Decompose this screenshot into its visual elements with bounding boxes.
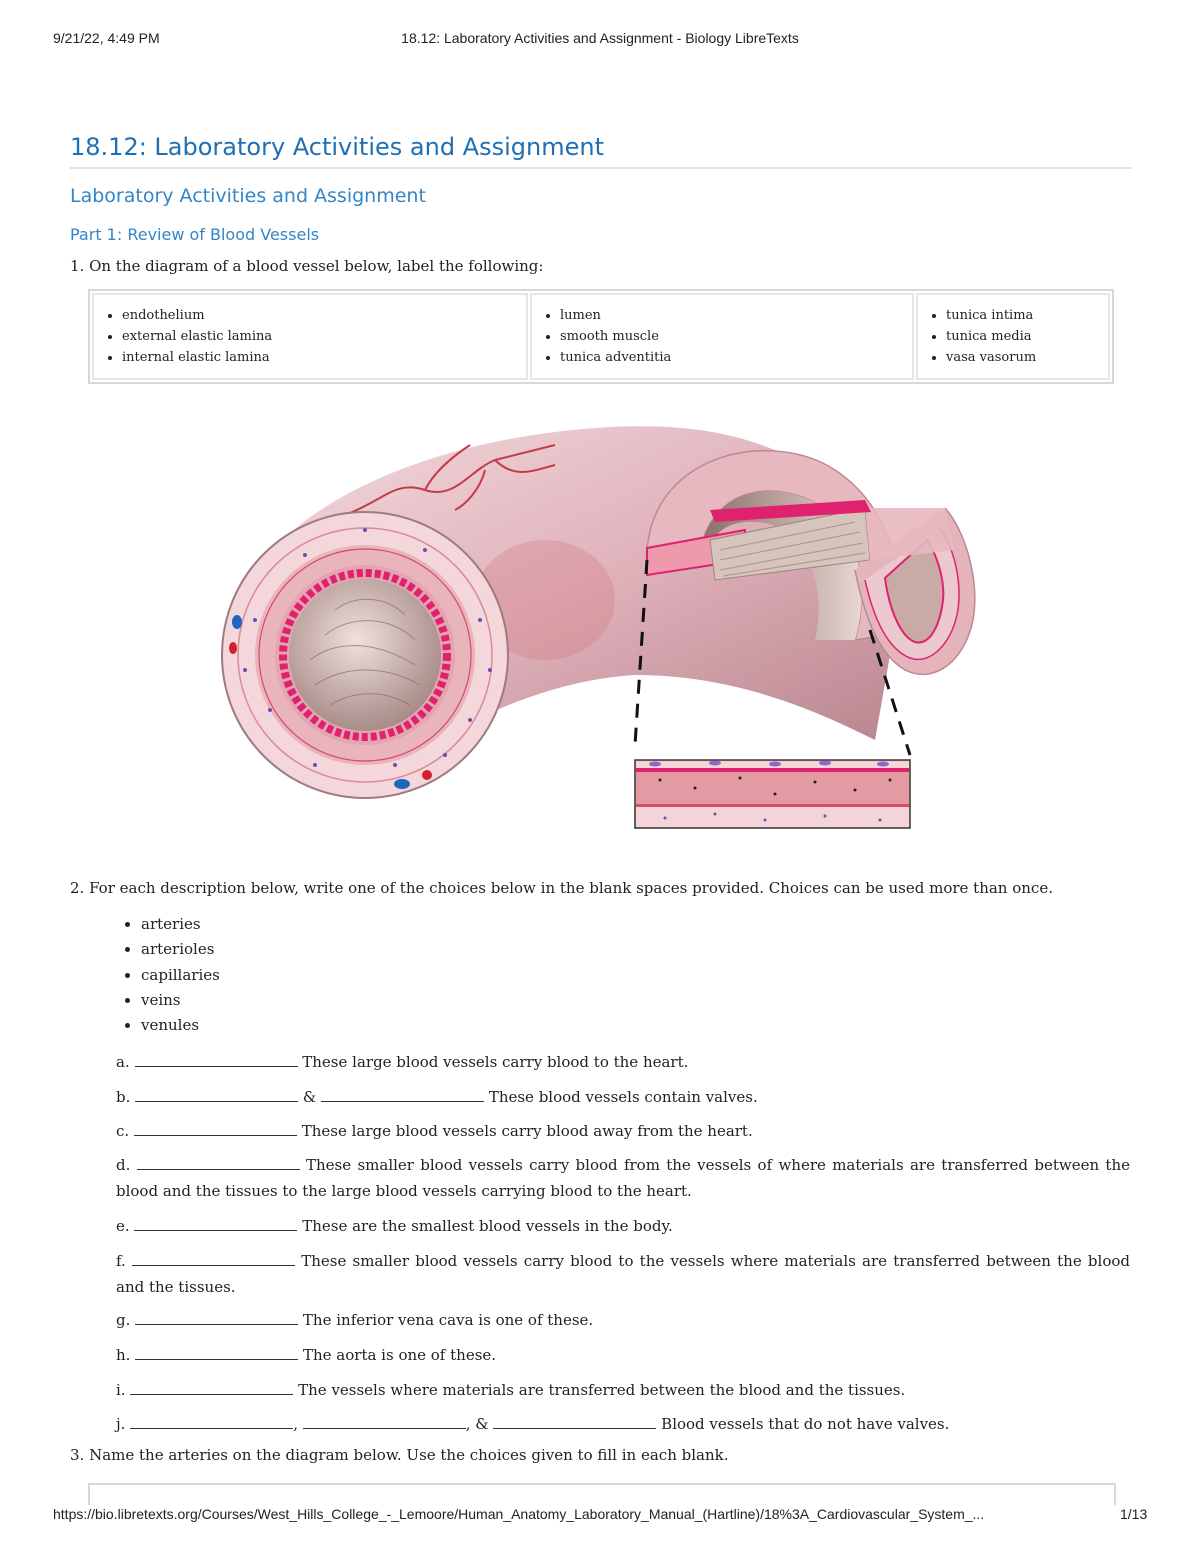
- item-f: f. These smaller blood vessels carry blood to the vessels where materials are transferred between the blood and the tissues.: [116, 1252, 1130, 1296]
- vessel-choice: • capillaries: [141, 963, 220, 988]
- section-heading: Laboratory Activities and Assignment: [70, 185, 426, 207]
- answer-blank[interactable]: [134, 1121, 297, 1136]
- item-j: j. , , & Blood vessels that do not have valves.: [116, 1415, 950, 1433]
- choices-column-3: [916, 293, 1110, 380]
- print-datetime: 9/21/22, 4:49 PM: [53, 30, 160, 46]
- answer-blank[interactable]: [135, 1052, 298, 1067]
- choices-column-2: [530, 293, 914, 380]
- answer-blank[interactable]: [137, 1155, 300, 1170]
- choice-item: • lumen: [560, 305, 906, 326]
- wall-detail-inset: [635, 760, 910, 828]
- choice-item: • tunica media: [946, 326, 1102, 347]
- item-d: d. These smaller blood vessels carry blood from the vessels of where materials are transferred between the blood and the tissues to the large blood vessels carrying blood to the heart.: [116, 1156, 1130, 1200]
- choice-item: • tunica intima: [946, 305, 1102, 326]
- label-choices-table: [88, 289, 1114, 384]
- answer-blank[interactable]: [303, 1414, 466, 1429]
- item-e: e. These are the smallest blood vessels in the body.: [116, 1217, 673, 1235]
- vessel-choice: • veins: [141, 988, 220, 1013]
- item-a: a. These large blood vessels carry blood to the heart.: [116, 1053, 689, 1071]
- question-2-prompt: 2. For each description below, write one of the choices below in the blank spaces provided. Choices can be used more than once.: [70, 879, 1053, 897]
- answer-blank[interactable]: [135, 1087, 298, 1102]
- choice-item: • tunica adventitia: [560, 347, 906, 368]
- vessel-choice: • venules: [141, 1013, 220, 1038]
- item-c: c. These large blood vessels carry blood away from the heart.: [116, 1122, 753, 1140]
- choice-item: • endothelium: [122, 305, 520, 326]
- choice-item: • smooth muscle: [560, 326, 906, 347]
- item-h: h. The aorta is one of these.: [116, 1346, 497, 1364]
- choice-item: • vasa vasorum: [946, 347, 1102, 368]
- question-3-prompt: 3. Name the arteries on the diagram below. Use the choices given to fill in each blank.: [70, 1446, 729, 1464]
- answer-blank[interactable]: [321, 1087, 484, 1102]
- answer-blank[interactable]: [135, 1310, 298, 1325]
- answer-blank[interactable]: [130, 1380, 293, 1395]
- page-title: 18.12: Laboratory Activities and Assignment: [70, 133, 1132, 169]
- choices-column-1: [92, 293, 528, 380]
- item-g: g. The inferior vena cava is one of these.: [116, 1311, 594, 1329]
- blood-vessel-diagram: [215, 410, 995, 840]
- vessel-choice: • arteries: [141, 912, 220, 937]
- choice-item: • internal elastic lamina: [122, 347, 520, 368]
- print-page-number: 1/13: [1120, 1506, 1148, 1522]
- answer-blank[interactable]: [135, 1345, 298, 1360]
- question-1-prompt: 1. On the diagram of a blood vessel below, label the following:: [70, 257, 544, 275]
- item-b: b. & These blood vessels contain valves.: [116, 1088, 758, 1106]
- part-heading: Part 1: Review of Blood Vessels: [70, 225, 320, 244]
- answer-blank[interactable]: [130, 1414, 293, 1429]
- answer-blank[interactable]: [134, 1216, 297, 1231]
- vessel-choices-list: [115, 912, 220, 1038]
- vessel-cross-section: [222, 512, 508, 798]
- answer-blank[interactable]: [132, 1251, 295, 1266]
- answer-blank[interactable]: [493, 1414, 656, 1429]
- vessel-choice: • arterioles: [141, 937, 220, 962]
- question-3-table: [88, 1483, 1116, 1505]
- choice-item: • external elastic lamina: [122, 326, 520, 347]
- print-tab-title: 18.12: Laboratory Activities and Assignment - Biology LibreTexts: [401, 30, 799, 46]
- item-i: i. The vessels where materials are transferred between the blood and the tissues.: [116, 1381, 906, 1399]
- print-url: https://bio.libretexts.org/Courses/West_Hills_College_-_Lemoore/Human_Anatomy_Laboratory_Manual_(Hartline)/18%3A_Cardiovascular_System_...: [53, 1506, 985, 1522]
